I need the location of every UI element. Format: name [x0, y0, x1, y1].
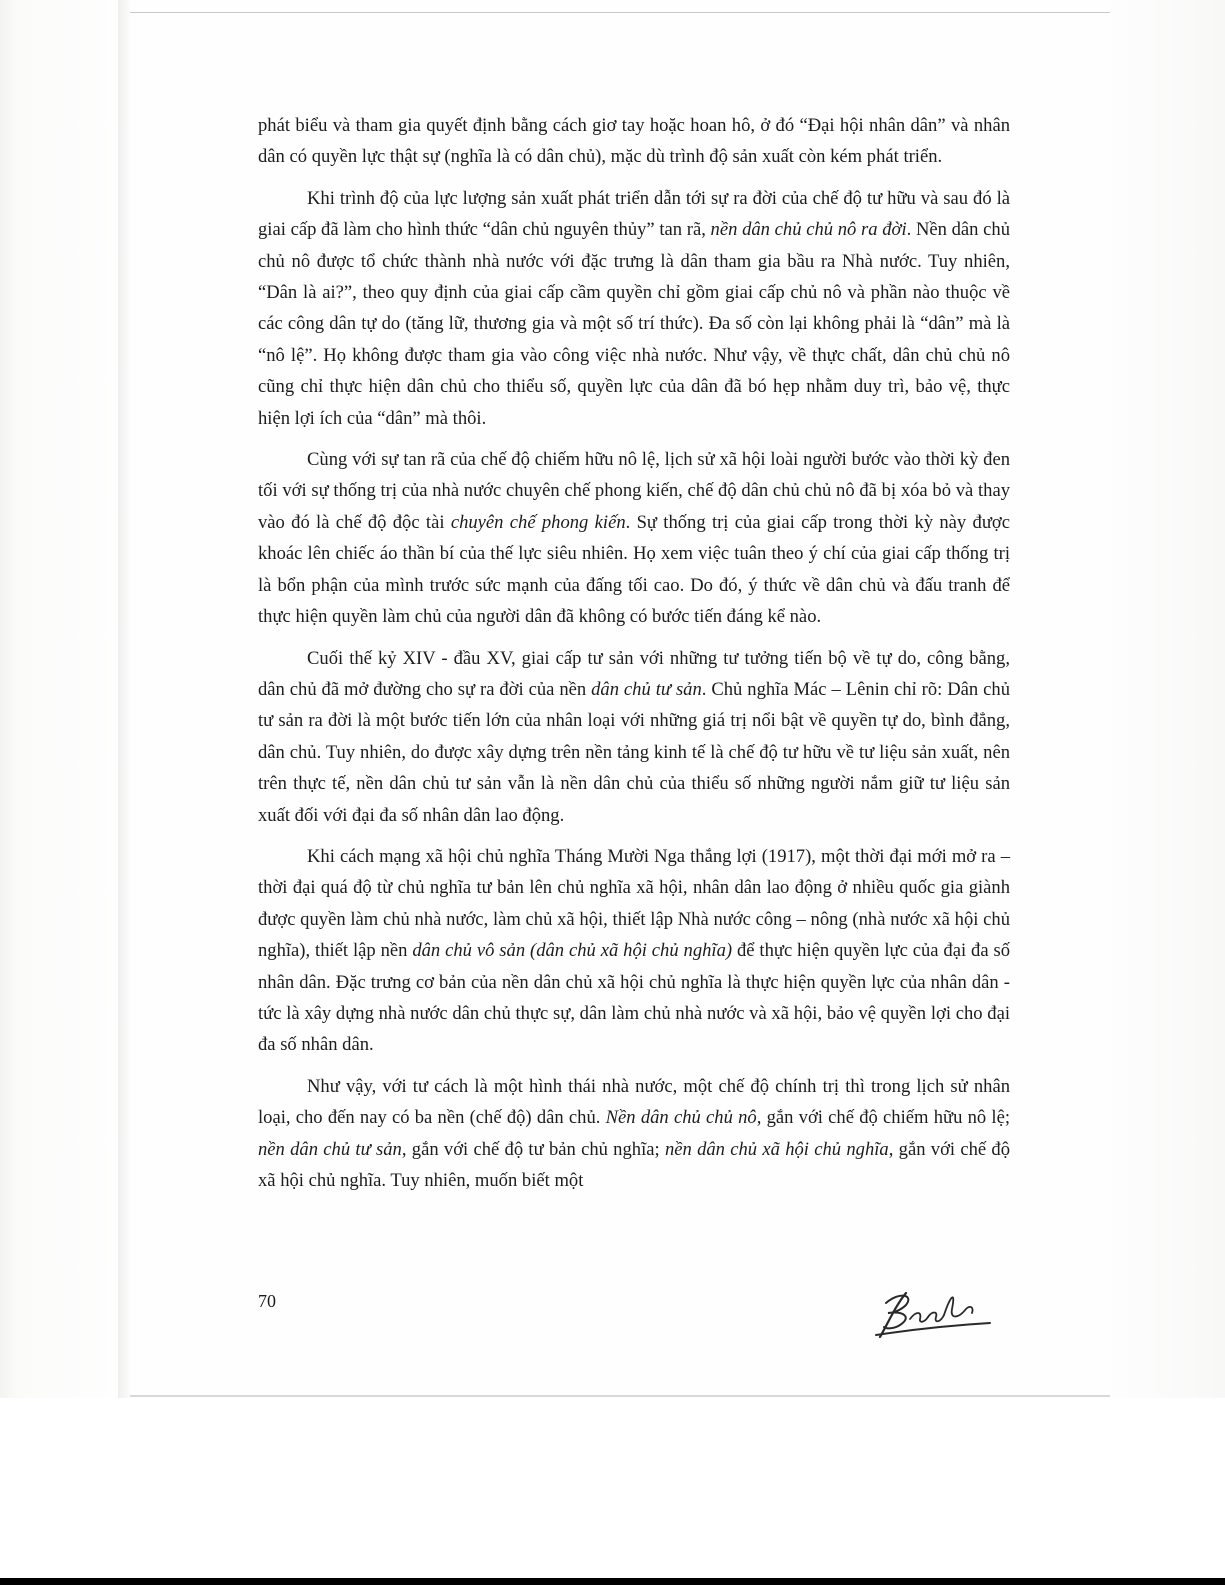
paragraph: [258, 643, 1010, 831]
page-number: 70: [258, 1291, 276, 1311]
text-run: , gắn với chế độ xã hội chủ nghĩa. Tuy nhiên, muốn biết một: [258, 1138, 1011, 1191]
italic-term: Nền dân chủ chủ nô: [605, 1107, 757, 1129]
text-run: phát biểu và tham gia quyết định bằng cách giơ tay hoặc hoan hô, ở đó “Đại hội nhân dân” và nhân dân có quyền lực thật sự (nghĩa là có dân chủ), mặc dù trình độ sản xuất còn kém phát triển.: [258, 115, 1010, 168]
bottom-border: [0, 1578, 1225, 1585]
paragraph: [258, 183, 1010, 434]
italic-term: dân chủ tư sản: [591, 678, 702, 700]
text-run: Như vậy, với tư cách là một hình thái nhà nước, một chế độ chính trị thì trong lịch sử nhân loại, cho đến nay có ba nền (chế độ) dân chủ.: [258, 1075, 1010, 1129]
italic-term: chuyên chế phong kiến: [450, 511, 626, 533]
text-run: , gắn với chế độ tư bản chủ nghĩa;: [401, 1138, 665, 1160]
bottom-page-edge: [130, 1395, 1110, 1397]
paragraph: [258, 444, 1010, 632]
paragraph: [258, 110, 1010, 173]
top-page-edge: [130, 12, 1110, 13]
italic-term: nền dân chủ xã hội chủ nghĩa: [664, 1138, 889, 1160]
handwritten-signature: [866, 1283, 996, 1341]
text-run: Cùng với sự tan rã của chế độ chiếm hữu nô lệ, lịch sử xã hội loài người bước vào thời kỳ đen tối với sự thống trị của nhà nước chuyên chế phong kiến, chế độ dân chủ chủ nô đã bị xóa bỏ và thay vào đó là chế độ độc tài: [258, 449, 1010, 533]
text-run: . Chủ nghĩa Mác – Lênin chỉ rõ: Dân chủ tư sản ra đời là một bước tiến lớn của nhân loại với những giá trị nổi bật về quyền tự do, bình đẳng, dân chủ. Tuy nhiên, do được xây dựng trên nền tảng kinh tế là chế độ tư hữu về tư liệu sản xuất, nên trên thực tế, nền dân chủ tư sản vẫn là nền dân chủ của thiểu số những người nắm giữ tư liệu sản xuất đối với đại đa số nhân dân lao động.: [258, 678, 1010, 826]
body-text: [258, 110, 1010, 1206]
binding-shadow: [118, 0, 132, 1398]
paragraph: [258, 841, 1010, 1061]
text-run: Cuối thế kỷ XIV - đầu XV, giai cấp tư sản với những tư tưởng tiến bộ về tự do, công bằng, dân chủ đã mở đường cho sự ra đời của nền: [258, 647, 1010, 700]
text-run: . Sự thống trị của giai cấp trong thời kỳ này được khoác lên chiếc áo thần bí của thế lực siêu nhiên. Họ xem việc tuân theo ý chí của giai cấp thống trị là bổn phận của mình trước sức mạnh của đấng tối cao. Do đó, ý thức về dân chủ và đấu tranh để thực hiện quyền làm chủ của người dân đã không có bước tiến đáng kể nào.: [258, 511, 1010, 628]
text-run: , gắn với chế độ chiếm hữu nô lệ;: [756, 1107, 1010, 1129]
italic-term: dân chủ vô sản (dân chủ xã hội chủ nghĩa): [412, 940, 733, 962]
text-run: Khi cách mạng xã hội chủ nghĩa Tháng Mười Nga thắng lợi (1917), một thời đại mới mở ra – thời đại quá độ từ chủ nghĩa tư bản lên chủ nghĩa xã hội, nhân dân lao động ở nhiều quốc gia giành được quyền làm chủ nhà nước, làm chủ xã hội, thiết lập Nhà nước công – nông (nhà nước xã hội chủ nghĩa), thiết lập nền: [258, 845, 1010, 962]
italic-term: nền dân chủ chủ nô ra đời: [710, 219, 907, 241]
text-run: Khi trình độ của lực lượng sản xuất phát triển dẫn tới sự ra đời của chế độ tư hữu và sau đó là giai cấp đã làm cho hình thức “dân chủ nguyên thủy” tan rã,: [258, 187, 1010, 241]
text-run: . Nền dân chủ chủ nô được tổ chức thành nhà nước với đặc trưng là dân tham gia bầu ra Nhà nước. Tuy nhiên, “Dân là ai?”, theo quy định của giai cấp cầm quyền chỉ gồm giai cấp chủ nô và phần nào thuộc về các công dân tự do (tăng lữ, thương gia và một số trí thức). Đa số còn lại không phải là “dân” mà là “nô lệ”. Họ không được tham gia vào công việc nhà nước. Như vậy, về thực chất, dân chủ chủ nô cũng chỉ thực hiện dân chủ cho thiểu số, quyền lực của dân đã bó hẹp nhằm duy trì, bảo vệ, thực hiện lợi ích của “dân” mà thôi.: [258, 219, 1011, 429]
italic-term: nền dân chủ tư sản: [258, 1138, 402, 1160]
text-run: để thực hiện quyền lực của đại đa số nhân dân. Đặc trưng cơ bản của nền dân chủ xã hội chủ nghĩa là thực hiện quyền lực của nhân dân - tức là xây dựng nhà nước dân chủ thực sự, dân làm chủ nhà nước và xã hội, bảo vệ quyền lợi cho đại đa số nhân dân.: [258, 940, 1010, 1056]
paragraph: [258, 1071, 1010, 1197]
